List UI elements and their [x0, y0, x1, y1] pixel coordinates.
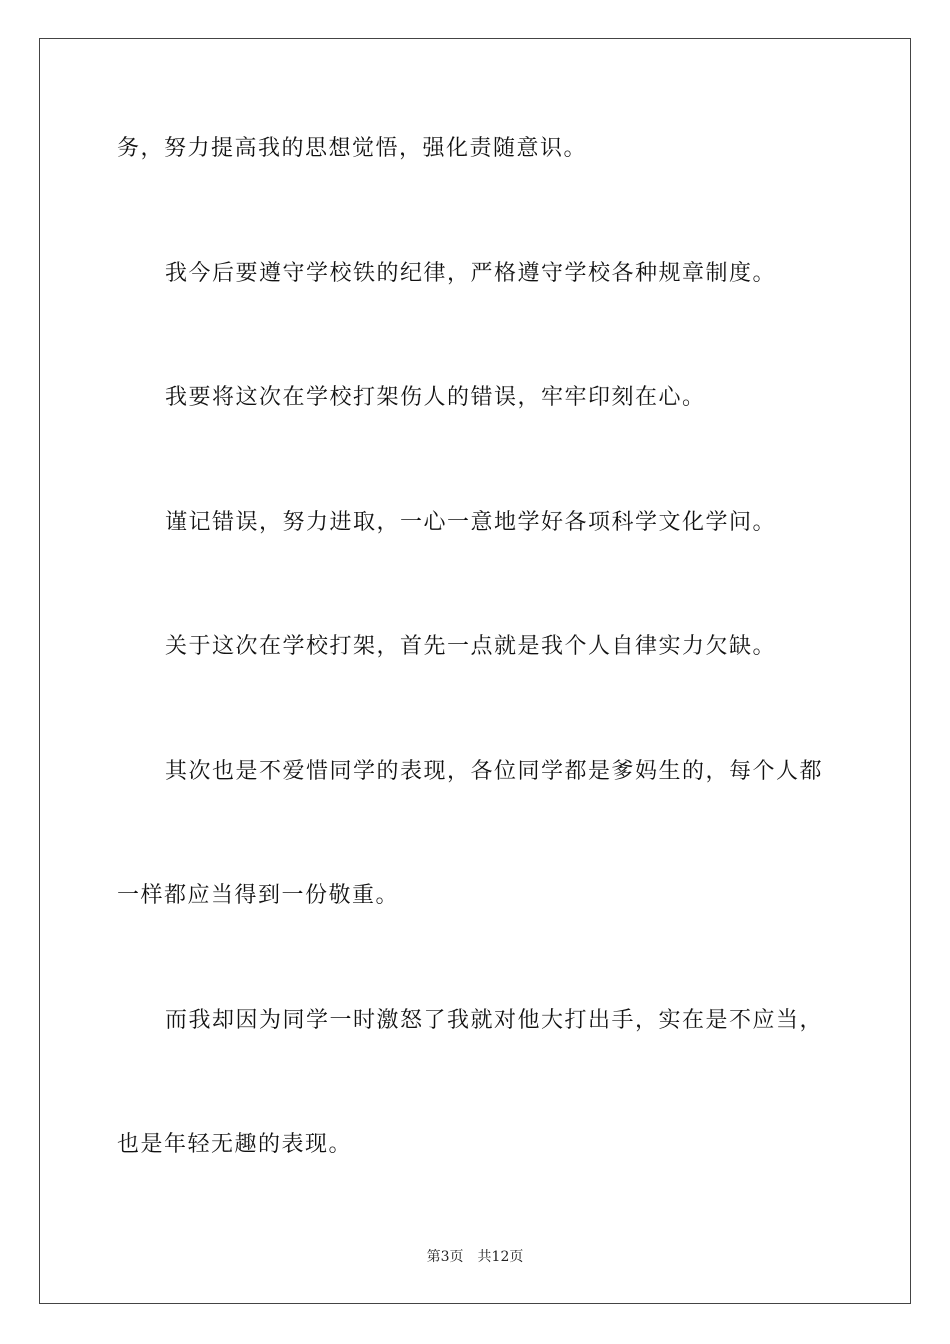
page-border [39, 38, 911, 1304]
text-line: 务，努力提高我的思想觉悟，强化责随意识。 [117, 136, 588, 161]
text-line: 也是年轻无趣的表现。 [117, 1132, 353, 1157]
paragraph-line: 关于这次在学校打架，首先一点就是我个人自律实力欠缺。 [165, 634, 777, 659]
paragraph-line: 我要将这次在学校打架伤人的错误，牢牢印刻在心。 [165, 385, 706, 410]
paragraph-line: 而我却因为同学一时激怒了我就对他大打出手，实在是不应当， [165, 1008, 824, 1033]
page-number: 第3页 [426, 1249, 464, 1265]
paragraph-line: 谨记错误，努力进取，一心一意地学好各项科学文化学问。 [165, 510, 777, 535]
page-total: 共12页 [477, 1249, 524, 1265]
page-footer [0, 1248, 950, 1266]
text-line: 一样都应当得到一份敬重。 [117, 883, 400, 908]
paragraph-line: 其次也是不爱惜同学的表现，各位同学都是爹妈生的，每个人都 [165, 759, 824, 784]
paragraph-line: 我今后要遵守学校铁的纪律，严格遵守学校各种规章制度。 [165, 261, 777, 286]
